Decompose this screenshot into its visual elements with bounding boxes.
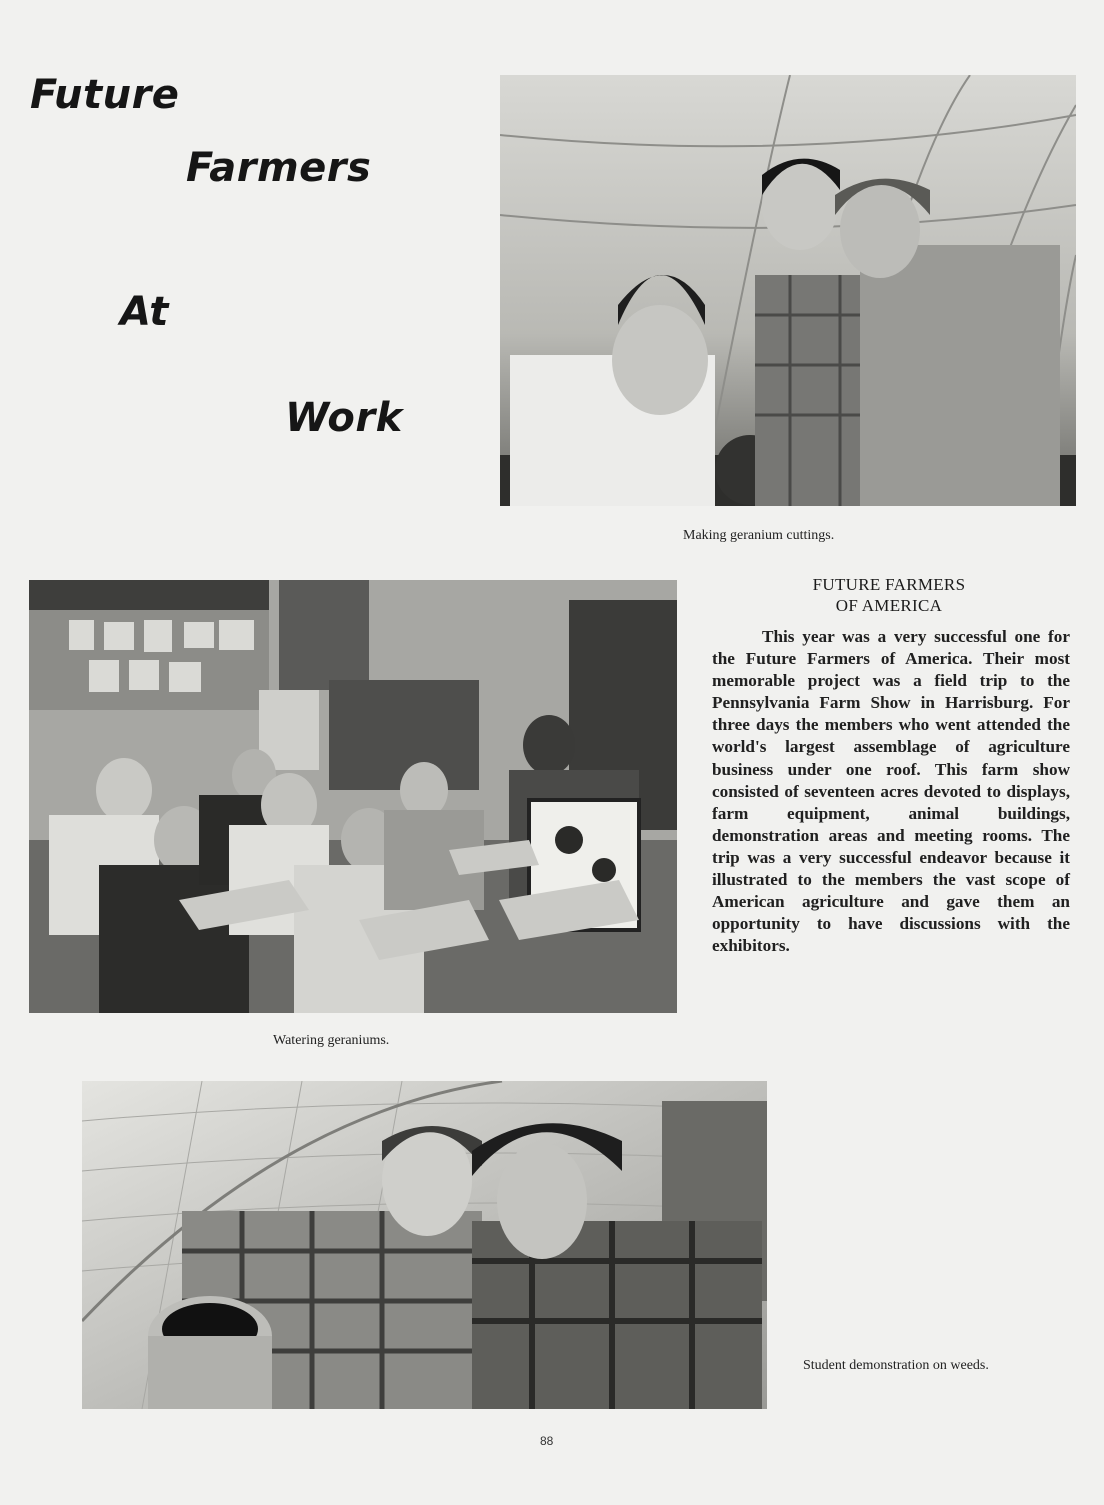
classroom-photo: [29, 580, 677, 1013]
article-body: This year was a very successful one for the Future Farmers of America. Their most memorable project was a field trip to the Pennsylvania Farm Show in Harrisburg. For three days the members who went attended the world's largest assemblage of agriculture business under one roof. This farm show consisted of seventeen acres devoted to displays, farm equipment, animal buildings, demonstration areas and meeting rooms. The trip was a very successful endeavor because it illustrated to the members the vast scope of American agriculture and gave them an opportunity to have discussions with the exhibitors.: [712, 627, 1070, 956]
article-heading-line2: OF AMERICA: [835, 596, 943, 615]
photo-caption-cuttings: Making geranium cuttings.: [683, 528, 835, 543]
title-word-future: Future: [30, 72, 180, 118]
title-word-work: Work: [285, 395, 403, 441]
photo-caption-weeds: [803, 1356, 1033, 1376]
page-number: 88: [540, 1434, 554, 1448]
watering-photo: [82, 1081, 767, 1409]
greenhouse-photo: [500, 75, 1076, 506]
photo-caption-watering: Watering geraniums.: [273, 1033, 390, 1048]
article-heading-line1: FUTURE FARMERS: [812, 575, 966, 594]
title-word-farmers: Farmers: [186, 145, 372, 191]
photo-caption-weeds-text: Student demonstration on weeds.: [803, 1358, 989, 1373]
title-word-at: At: [120, 289, 169, 335]
